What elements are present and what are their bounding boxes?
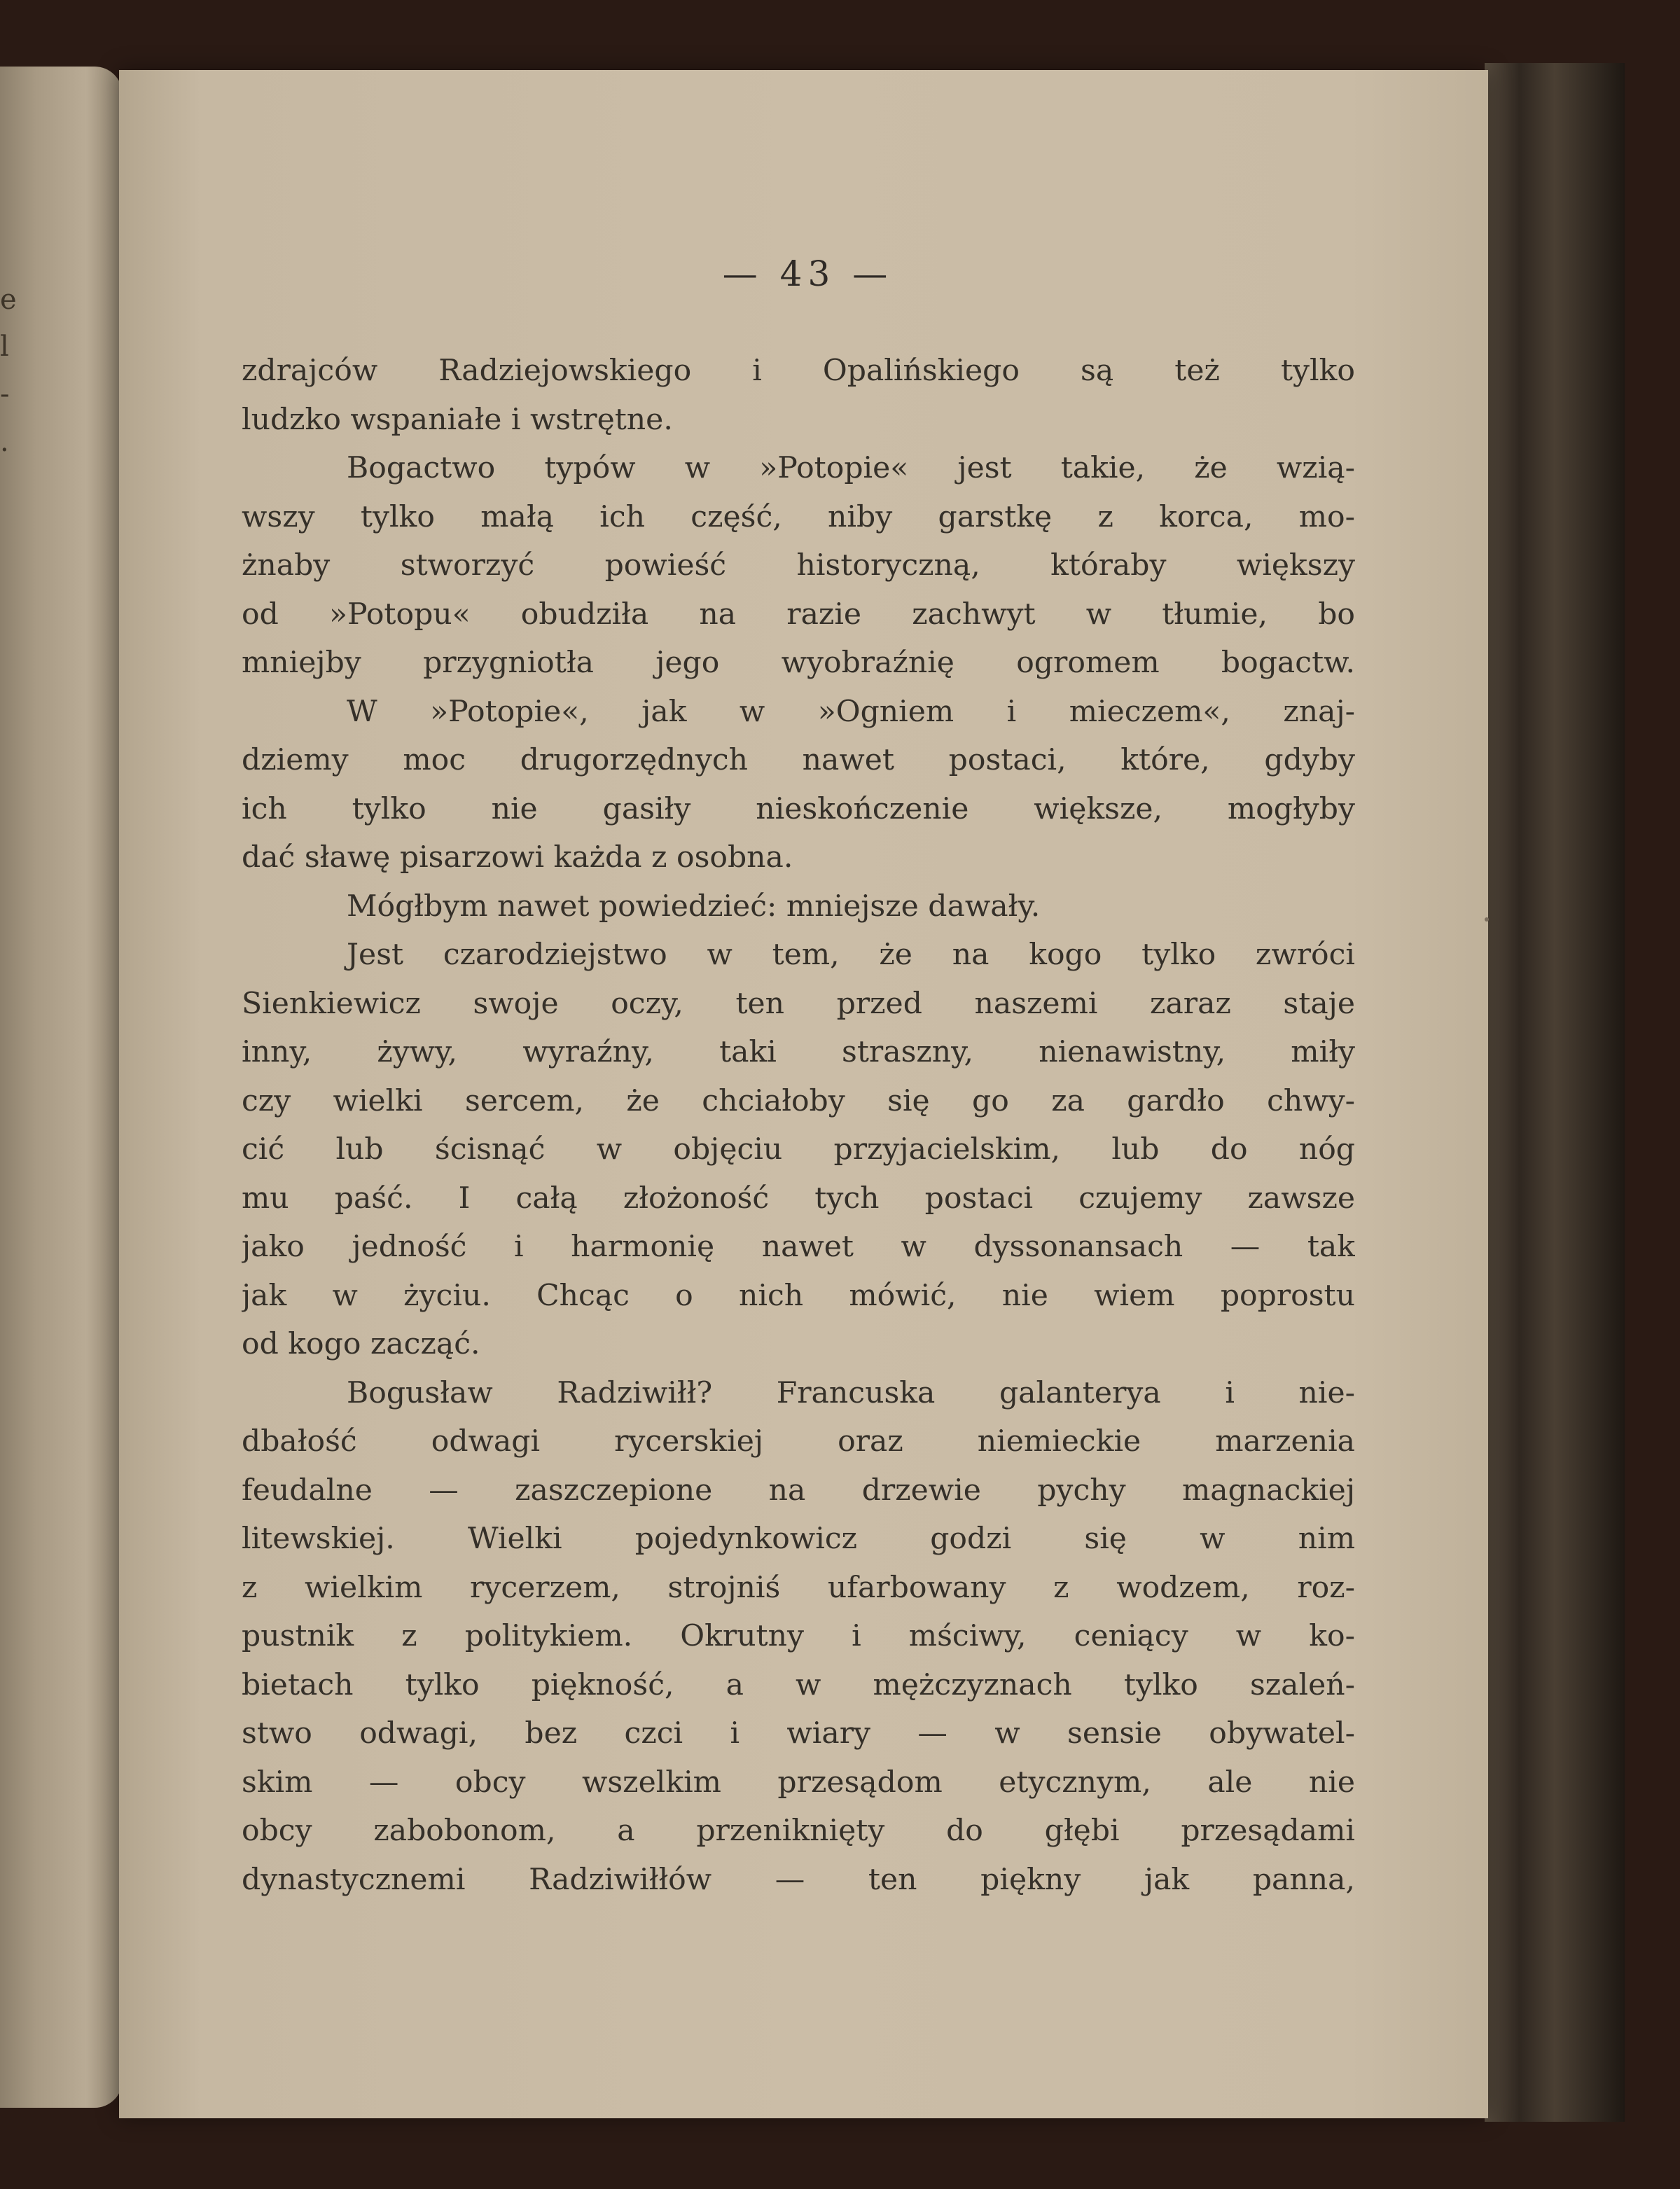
- text-line: inny, żywy, wyraźny, taki straszny, nienawistny, miły: [242, 1035, 1355, 1069]
- text-line: Jest czarodziejstwo w tem, że na kogo tylko zwróci: [347, 938, 1355, 972]
- book-binding: [1485, 63, 1625, 2122]
- text-line: W »Potopie«, jak w »Ogniem i mieczem«, znaj-: [347, 694, 1355, 729]
- left-page-fragment: l: [0, 331, 9, 363]
- left-page-fragment: .: [0, 426, 9, 458]
- text-line: Sienkiewicz swoje oczy, ten przed naszemi zaraz staje: [242, 986, 1355, 1021]
- text-line: mu paść. I całą złożoność tych postaci czujemy zawsze: [242, 1181, 1355, 1216]
- text-line: zdrajców Radziejowskiego i Opalińskiego są też tylko: [242, 354, 1355, 388]
- text-line: skim — obcy wszelkim przesądom etycznym, ale nie: [242, 1765, 1355, 1800]
- text-line: bietach tylko piękność, a w mężczyznach tylko szaleń-: [242, 1667, 1355, 1702]
- text-line: Bogusław Radziwiłł? Francuska galanterya i nie-: [347, 1375, 1355, 1410]
- left-page-edge: [0, 67, 123, 2108]
- text-line: stwo odwagi, bez czci i wiary — w sensie obywatel-: [242, 1716, 1355, 1751]
- left-page-fragment: e: [0, 284, 17, 316]
- text-line: dziemy moc drugorzędnych nawet postaci, które, gdyby: [242, 743, 1355, 777]
- text-line: dbałość odwagi rycerskiej oraz niemieckie marzenia: [242, 1424, 1355, 1459]
- text-line: dynastycznemi Radziwiłłów — ten piękny jak panna,: [242, 1862, 1355, 1897]
- text-line: feudalne — zaszczepione na drzewie pychy magnackiej: [242, 1473, 1355, 1508]
- text-line: z wielkim rycerzem, strojniś ufarbowany z wodzem, roz-: [242, 1570, 1355, 1605]
- text-line: jako jedność i harmonię nawet w dyssonansach — tak: [242, 1230, 1355, 1264]
- text-line: cić lub ścisnąć w objęciu przyjacielskim, lub do nóg: [242, 1132, 1355, 1167]
- page-number: — 43 —: [722, 253, 894, 294]
- text-line: dać sławę pisarzowi każda z osobna.: [242, 840, 793, 875]
- body-text: [242, 347, 1355, 1904]
- book-page: [119, 70, 1488, 2118]
- text-line: od »Potopu« obudziła na razie zachwyt w tłumie, bo: [242, 597, 1355, 632]
- left-page-fragment: -: [0, 378, 10, 410]
- text-line: pustnik z politykiem. Okrutny i mściwy, ceniący w ko-: [242, 1619, 1355, 1653]
- text-line: żnaby stworzyć powieść historyczną, któraby większy: [242, 548, 1355, 583]
- text-line: od kogo zacząć.: [242, 1327, 480, 1361]
- text-line: ludzko wspaniałe i wstrętne.: [242, 402, 673, 437]
- text-line: obcy zabobonom, a przeniknięty do głębi przesądami: [242, 1814, 1355, 1848]
- text-line: Bogactwo typów w »Potopie« jest takie, że wzią-: [347, 451, 1355, 485]
- text-line: ich tylko nie gasiły nieskończenie większe, mogłyby: [242, 791, 1355, 826]
- text-line: czy wielki sercem, że chciałoby się go za gardło chwy-: [242, 1083, 1355, 1118]
- paper-speck: [1485, 917, 1489, 922]
- text-line: wszy tylko małą ich część, niby garstkę z korca, mo-: [242, 499, 1355, 534]
- text-line: litewskiej. Wielki pojedynkowicz godzi się w nim: [242, 1522, 1355, 1556]
- text-line: mniejby przygniotła jego wyobraźnię ogromem bogactw.: [242, 646, 1355, 680]
- text-line: Mógłbym nawet powiedzieć: mniejsze dawały.: [347, 889, 1041, 924]
- text-line: jak w życiu. Chcąc o nich mówić, nie wiem poprostu: [242, 1278, 1355, 1313]
